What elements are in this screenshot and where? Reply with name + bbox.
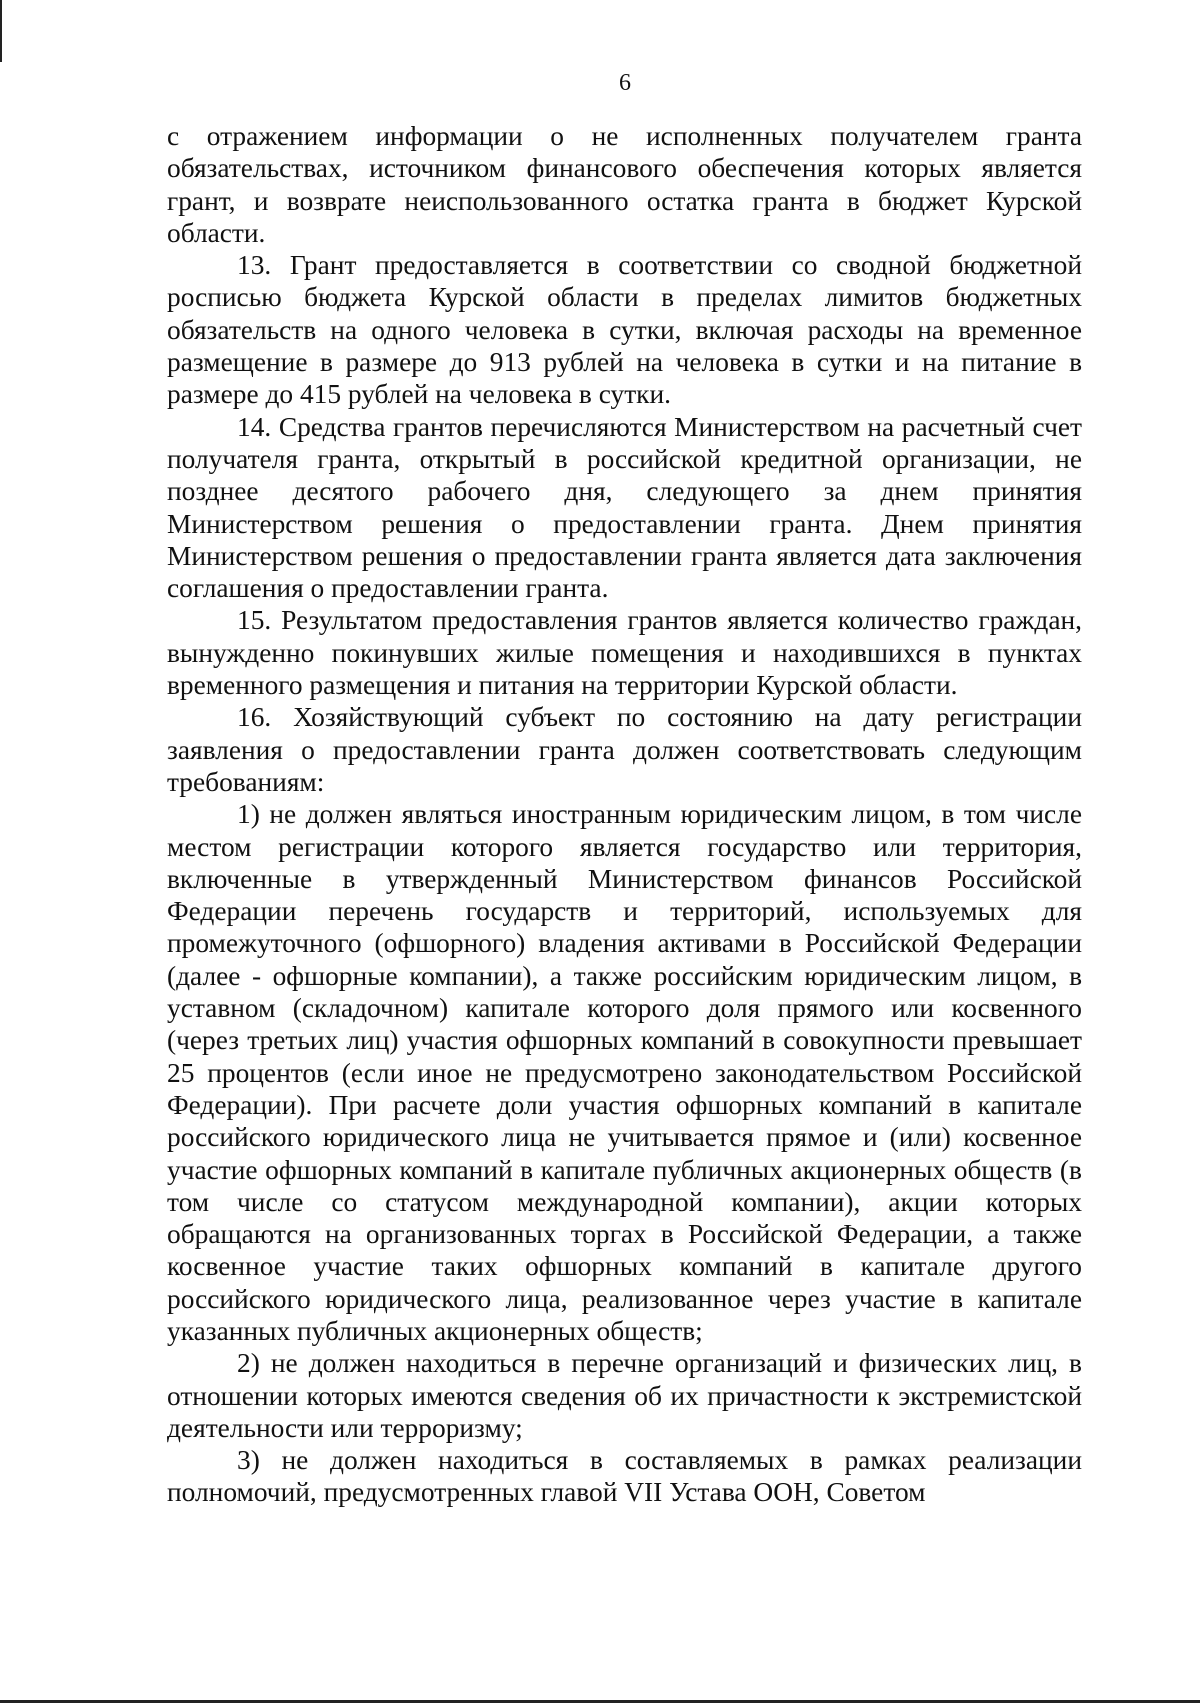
scan-edge-left xyxy=(0,0,2,62)
paragraph-16: 16. Хозяйствующий субъект по состоянию на дату регистрации заявления о предоставлении гранта должен соответствовать следующим требованиям: xyxy=(167,702,1082,797)
paragraph-13: 13. Грант предоставляется в соответствии со сводной бюджетной росписью бюджета Курской области в пределах лимитов бюджетных обязательств на одного человека в сутки, включая расходы на временное размещение в размере до 913 рублей на человека в сутки и на питание в размере до 415 рублей на человека в сутки. xyxy=(167,250,1082,410)
requirement-1: 1) не должен являться иностранным юридическим лицом, в том числе местом регистрации которого является государство или территория, включенные в утвержденный Министерством финансов Российской Федерации перечень государств и территорий, используемых для промежуточного (офшорного) владения активами в Российской Федерации (далее - офшорные компании), а также российским юридическим лицом, в уставном (складочном) капитале которого доля прямого или косвенного (через третьих лиц) участия офшорных компаний в совокупности превышает 25 процентов (если иное не предусмотрено законодательством Российской Федерации). При расчете доли участия офшорных компаний в капитале российского юридического лица не учитывается прямое и (или) косвенное участие офшорных компаний в капитале публичных акционерных обществ (в том числе со статусом международной компании), акции которых обращаются на организованных торгах в Российской Федерации, а также косвенное участие таких офшорных компаний в капитале другого российского юридического лица, реализованное через участие в капитале указанных публичных акционерных обществ; xyxy=(167,799,1082,1346)
page-number: 6 xyxy=(619,70,631,96)
paragraph-15: 15. Результатом предоставления грантов является количество граждан, вынужденно покинувших жилые помещения и находившихся в пунктах временного размещения и питания на территории Курской области. xyxy=(167,605,1082,701)
paragraph-continuation: с отражением информации о не исполненных получателем гранта обязательствах, источником финансового обеспечения которых является грант, и возврате неиспользованного остатка гранта в бюджет Курской области. xyxy=(167,121,1082,248)
scan-edge-bottom xyxy=(0,1700,1200,1703)
paragraph-14: 14. Средства грантов перечисляются Министерством на расчетный счет получателя гранта, открытый в российской кредитной организации, не позднее десятого рабочего дня, следующего за днем принятия Министерством решения о предоставлении гранта. Днем принятия Министерством решения о предоставлении гранта является дата заключения соглашения о предоставлении гранта. xyxy=(167,411,1082,604)
document-body xyxy=(167,120,1082,1509)
requirement-3: 3) не должен находиться в составляемых в рамках реализации полномочий, предусмотренных главой VII Устава ООН, Советом xyxy=(167,1445,1082,1508)
requirement-2: 2) не должен находиться в перечне организаций и физических лиц, в отношении которых имеются сведения об их причастности к экстремистской деятельности или терроризму; xyxy=(167,1348,1082,1443)
